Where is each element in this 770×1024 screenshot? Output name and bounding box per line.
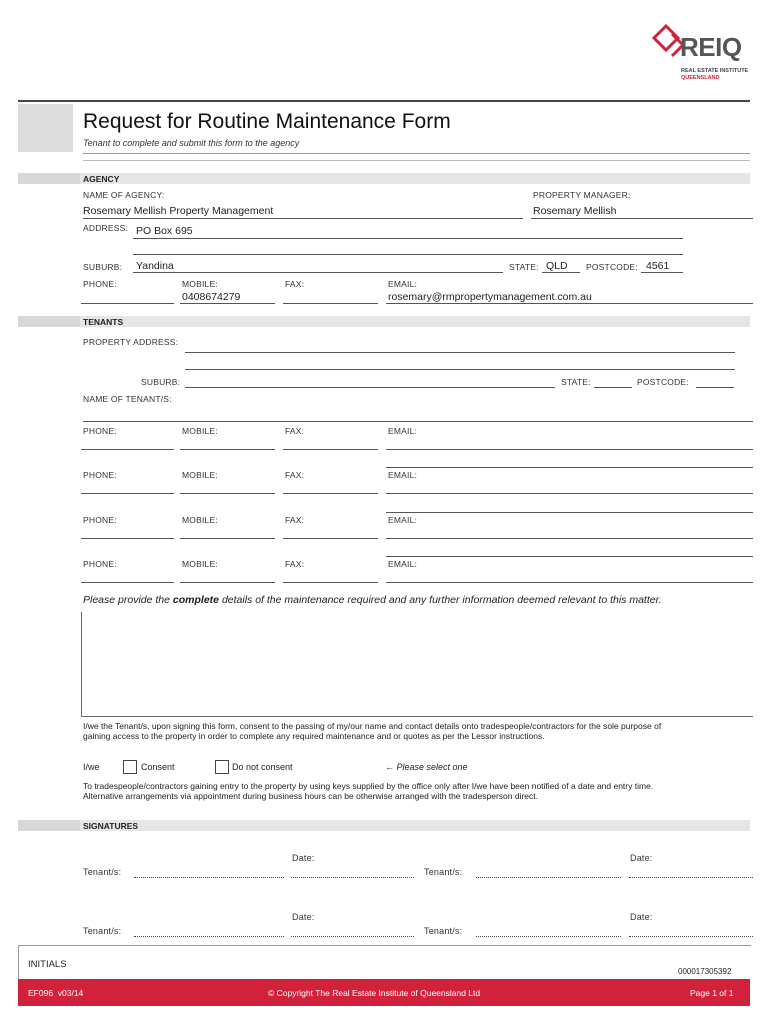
tenant-fax-label: FAX: [285, 559, 305, 569]
tenant-suburb-label: SUBURB: [141, 377, 181, 387]
keys-text: To tradespeople/contractors gaining entry to the property by using keys supplied by the office only after I/we have been notified of a date and entry time. Alternative arrangements via appointment during business hours can be otherwise arranged with the tradesperson direct. [83, 781, 654, 801]
tenant-state-line[interactable] [594, 387, 632, 388]
tenant-email-label: EMAIL: [388, 559, 418, 569]
tenant-mobile-line[interactable] [180, 493, 275, 494]
tenant-fax-label: FAX: [285, 515, 305, 525]
agency-email-field[interactable]: rosemary@rmpropertymanagement.com.au [388, 291, 592, 303]
state-label: STATE: [509, 262, 539, 272]
agency-mobile-line [180, 303, 275, 304]
tenant-email-line[interactable] [386, 493, 753, 494]
sig-tenant-line-2[interactable] [476, 936, 621, 937]
tenant-names-line[interactable] [83, 421, 753, 422]
tenant-mobile-line[interactable] [180, 449, 275, 450]
suburb-line [133, 272, 503, 273]
initials-label: INITIALS [28, 959, 67, 970]
tenant-email-label: EMAIL: [388, 470, 418, 480]
tenant-phone-label: PHONE: [83, 426, 117, 436]
consent-checkbox[interactable] [123, 760, 137, 774]
sig-tenant-label-2: Tenant/s: [424, 926, 463, 936]
postcode-field[interactable]: 4561 [646, 260, 670, 272]
select-hint [385, 762, 468, 772]
tenant-mobile-line[interactable] [180, 582, 275, 583]
header-side-block [18, 104, 73, 152]
agency-mobile-label: MOBILE: [182, 279, 218, 289]
header-bottom-rule [83, 153, 750, 154]
maintenance-prompt [83, 594, 662, 606]
sig-tenant-label-2: Tenant/s: [424, 867, 463, 877]
agency-section-title: AGENCY [83, 174, 120, 184]
tenants-section-title: TENANTS [83, 317, 124, 327]
tenant-names-label: NAME OF TENANT/S: [83, 394, 172, 404]
agency-phone-label: PHONE: [83, 279, 117, 289]
sig-tenant-line-2[interactable] [476, 877, 621, 878]
tenant-email-line[interactable] [386, 449, 753, 450]
agency-fax-line [283, 303, 378, 304]
agency-name-line [83, 218, 523, 219]
tenant-phone-line[interactable] [81, 582, 174, 583]
agency-name-label: NAME OF AGENCY: [83, 190, 165, 200]
tenant-email-line-b[interactable] [386, 556, 753, 557]
agency-name-field[interactable]: Rosemary Mellish Property Management [83, 205, 274, 217]
tenant-state-label: STATE: [561, 377, 591, 387]
suburb-field[interactable]: Yandina [136, 260, 174, 272]
tenant-email-line[interactable] [386, 582, 753, 583]
tenants-band [18, 316, 750, 327]
form-code: EF096 v03/14 [28, 988, 84, 998]
header-bottom-rule-2 [83, 160, 750, 161]
tenant-postcode-label: POSTCODE: [637, 377, 689, 387]
tenant-phone-label: PHONE: [83, 559, 117, 569]
tenants-band-tab [18, 316, 80, 327]
page-subtitle: Tenant to complete and submit this form to the agency [83, 138, 300, 148]
sig-date-line-2[interactable] [629, 877, 753, 878]
sig-date-label: Date: [292, 912, 315, 922]
arrow-left-icon: ← [385, 762, 394, 772]
tenant-email-label: EMAIL: [388, 426, 418, 436]
document-number: 000017305392 [678, 967, 732, 976]
sig-tenant-line[interactable] [134, 936, 284, 937]
agency-phone-line [81, 303, 174, 304]
tenant-postcode-line[interactable] [696, 387, 734, 388]
maintenance-details-textarea[interactable] [81, 612, 753, 717]
signatures-band-tab [18, 820, 80, 831]
initials-box[interactable] [18, 945, 751, 980]
address-line-1 [133, 238, 683, 239]
page-title: Request for Routine Maintenance Form [83, 110, 451, 133]
tenant-fax-label: FAX: [285, 426, 305, 436]
select-hint-text: Please select one [396, 762, 468, 772]
logo-line1: REAL ESTATE INSTITUTE [681, 68, 749, 74]
property-address-label: PROPERTY ADDRESS: [83, 337, 179, 347]
tenant-email-line[interactable] [386, 538, 753, 539]
sig-tenant-label: Tenant/s: [83, 867, 122, 877]
tenant-fax-line[interactable] [283, 493, 378, 494]
sig-tenant-line[interactable] [134, 877, 284, 878]
address-line-2 [133, 254, 683, 255]
tenant-email-line-b[interactable] [386, 512, 753, 513]
state-field[interactable]: QLD [546, 260, 568, 272]
agency-band-tab [18, 173, 80, 184]
tenant-fax-line[interactable] [283, 449, 378, 450]
tenant-phone-label: PHONE: [83, 515, 117, 525]
agency-fax-label: FAX: [285, 279, 305, 289]
maintenance-prompt-end: details of the maintenance required and any further information deemed relevant to this matter. [221, 594, 662, 606]
postcode-label: POSTCODE: [586, 262, 638, 272]
tenant-fax-label: FAX: [285, 470, 305, 480]
state-line [542, 272, 580, 273]
tenant-phone-line[interactable] [81, 449, 174, 450]
tenant-mobile-label: MOBILE: [182, 426, 218, 436]
tenant-mobile-label: MOBILE: [182, 515, 218, 525]
tenant-mobile-line[interactable] [180, 538, 275, 539]
sig-date-line[interactable] [291, 877, 414, 878]
logo-line2: QUEENSLAND [681, 75, 720, 81]
agency-email-label: EMAIL: [388, 279, 418, 289]
address-label: ADDRESS: [83, 223, 129, 233]
manager-line [531, 218, 753, 219]
tenant-mobile-label: MOBILE: [182, 559, 218, 569]
agency-band [18, 173, 750, 184]
sig-date-label-2: Date: [630, 853, 653, 863]
sig-date-label-2: Date: [630, 912, 653, 922]
do-not-consent-checkbox[interactable] [215, 760, 229, 774]
logo-name: REIQ [680, 32, 742, 62]
tenant-phone-label: PHONE: [83, 470, 117, 480]
sig-date-label: Date: [292, 853, 315, 863]
do-not-consent-label: Do not consent [232, 762, 293, 772]
signatures-section-title: SIGNATURES [83, 821, 139, 831]
tenant-mobile-label: MOBILE: [182, 470, 218, 480]
page-number: Page 1 of 1 [690, 988, 734, 998]
address-field[interactable]: PO Box 695 [136, 225, 193, 237]
tenant-phone-line[interactable] [81, 538, 174, 539]
property-address-line-1[interactable] [185, 352, 735, 353]
tenant-email-label: EMAIL: [388, 515, 418, 525]
tenant-phone-line[interactable] [81, 493, 174, 494]
suburb-label: SUBURB: [83, 262, 123, 272]
tenant-email-line-b[interactable] [386, 467, 753, 468]
tenant-fax-line[interactable] [283, 582, 378, 583]
manager-label: PROPERTY MANAGER: [533, 190, 631, 200]
maintenance-prompt-start: Please provide the [83, 594, 170, 606]
agency-mobile-field[interactable]: 0408674279 [182, 291, 241, 303]
consent-text: I/we the Tenant/s, upon signing this form, consent to the passing of my/our name and contact details onto tradespeople/contractors for the sole purpose of gaining access to the property in order to complete any required maintenance and or quotes as per the Lessor instructions. [83, 721, 662, 741]
tenant-fax-line[interactable] [283, 538, 378, 539]
tenant-suburb-line[interactable] [185, 387, 555, 388]
sig-tenant-label: Tenant/s: [83, 926, 122, 936]
iwe-label: I/we [83, 762, 100, 772]
property-address-line-2[interactable] [185, 369, 735, 370]
postcode-line [641, 272, 683, 273]
copyright: © Copyright The Real Estate Institute of Queensland Ltd [268, 988, 481, 998]
sig-date-line-2[interactable] [629, 936, 753, 937]
sig-date-line[interactable] [291, 936, 414, 937]
manager-field[interactable]: Rosemary Mellish [533, 205, 617, 217]
maintenance-prompt-bold: complete [172, 594, 220, 606]
consent-label: Consent [141, 762, 175, 772]
agency-email-line [386, 303, 753, 304]
reiq-logo [652, 24, 748, 84]
header-top-rule [18, 100, 750, 102]
